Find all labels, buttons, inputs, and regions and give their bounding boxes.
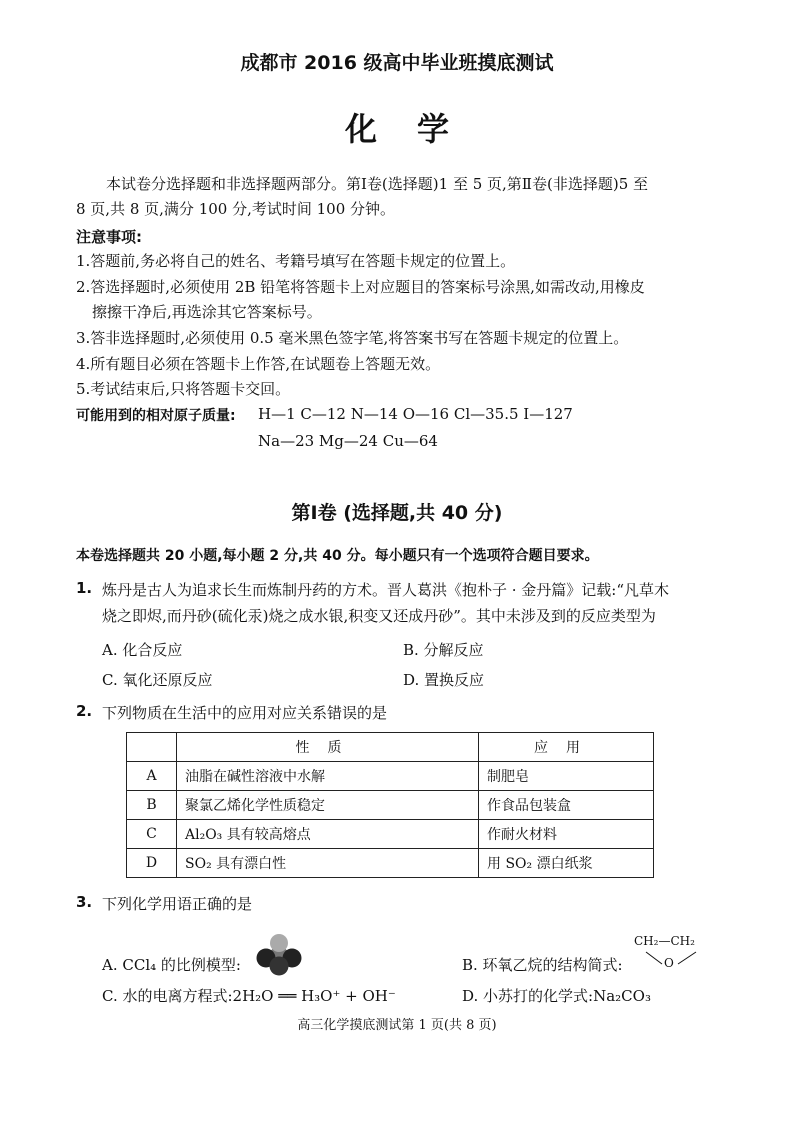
q2-table <box>126 732 654 878</box>
q2-number: 2. <box>76 702 93 720</box>
q1-option-b: B. 分解反应 <box>403 641 484 659</box>
ccl4-space-filling-model-icon <box>256 934 302 976</box>
epoxy-ethane-structure <box>626 934 718 974</box>
q2-table-header <box>127 733 654 762</box>
table-row <box>127 762 654 791</box>
row-property: SO₂ 具有漂白性 <box>177 849 479 878</box>
atomic-mass-row-2: Na—23 Mg—24 Cu—64 <box>258 432 438 450</box>
row-use: 用 SO₂ 漂白纸浆 <box>479 849 654 878</box>
q1-stem-line-1: 炼丹是古人为追求长生而炼制丹药的方术。晋人葛洪《抱朴子 · 金丹篇》记载:“凡草木 <box>102 581 670 599</box>
row-key: C <box>127 820 177 849</box>
table-row <box>127 849 654 878</box>
row-use: 作耐火材料 <box>479 820 654 849</box>
q3-option-c: C. 水的电离方程式:2H₂O ══ H₃O⁺ + OH⁻ <box>102 987 396 1005</box>
section-title: 第Ⅰ卷 (选择题,共 40 分) <box>291 502 503 524</box>
q3-option-d: D. 小苏打的化学式:Na₂CO₃ <box>462 987 651 1005</box>
q1-option-d: D. 置换反应 <box>403 671 485 689</box>
note-1: 1.答题前,务必将自己的姓名、考籍号填写在答题卡规定的位置上。 <box>76 252 516 270</box>
q1-stem-line-2: 烧之即烬,而丹砂(硫化汞)烧之成水银,积变又还成丹砂”。其中未涉及到的反应类型为 <box>102 607 656 625</box>
intro-line-1: 本试卷分选择题和非选择题两部分。第Ⅰ卷(选择题)1 至 5 页,第Ⅱ卷(非选择题)5 至 <box>106 175 649 193</box>
q2-stem: 下列物质在生活中的应用对应关系错误的是 <box>102 704 388 722</box>
q2-header-use: 应用 <box>479 733 654 762</box>
q3-stem: 下列化学用语正确的是 <box>102 895 253 913</box>
q1-option-a: A. 化合反应 <box>102 641 183 659</box>
q2-header-key <box>127 733 177 762</box>
row-property: 油脂在碱性溶液中水解 <box>177 762 479 791</box>
atomic-mass-label: 可能用到的相对原子质量: <box>76 408 236 424</box>
q3-number: 3. <box>76 893 93 911</box>
section-instruction: 本卷选择题共 20 小题,每小题 2 分,共 40 分。每小题只有一个选项符合题目要求。 <box>76 548 599 564</box>
note-4: 4.所有题目必须在答题卡上作答,在试题卷上答题无效。 <box>76 355 441 373</box>
ring-top-label: CH₂—CH₂ <box>634 934 695 948</box>
row-property: Al₂O₃ 具有较高熔点 <box>177 820 479 849</box>
q1-number: 1. <box>76 579 93 597</box>
ring-oxygen-label: O <box>664 956 674 970</box>
table-row <box>127 791 654 820</box>
row-property: 聚氯乙烯化学性质稳定 <box>177 791 479 820</box>
q3-option-b: B. 环氧乙烷的结构简式: <box>462 956 623 974</box>
table-row <box>127 820 654 849</box>
note-2: 2.答选择题时,必须使用 2B 铅笔将答题卡上对应题目的答案标号涂黑,如需改动,用橡皮 <box>76 278 645 296</box>
row-use: 作食品包装盒 <box>479 791 654 820</box>
subject-title: 化学 <box>344 110 489 148</box>
notes-heading: 注意事项: <box>76 228 142 246</box>
note-2-cont: 擦擦干净后,再选涂其它答案标号。 <box>92 303 322 321</box>
q3-option-a: A. CCl₄ 的比例模型: <box>102 956 241 974</box>
note-5: 5.考试结束后,只将答题卡交回。 <box>76 380 291 398</box>
row-key: D <box>127 849 177 878</box>
page-footer: 高三化学摸底测试第 1 页(共 8 页) <box>297 1018 497 1033</box>
q1-option-c: C. 氧化还原反应 <box>102 671 213 689</box>
exam-title: 成都市 2016 级高中毕业班摸底测试 <box>240 52 554 74</box>
q2-header-property: 性质 <box>177 733 479 762</box>
atomic-mass-row-1: H—1 C—12 N—14 O—16 Cl—35.5 I—127 <box>258 405 573 423</box>
row-key: A <box>127 762 177 791</box>
intro-line-2: 8 页,共 8 页,满分 100 分,考试时间 100 分钟。 <box>76 200 396 218</box>
note-3: 3.答非选择题时,必须使用 0.5 毫米黑色签字笔,将答案书写在答题卡规定的位置上。 <box>76 329 629 347</box>
row-use: 制肥皂 <box>479 762 654 791</box>
row-key: B <box>127 791 177 820</box>
